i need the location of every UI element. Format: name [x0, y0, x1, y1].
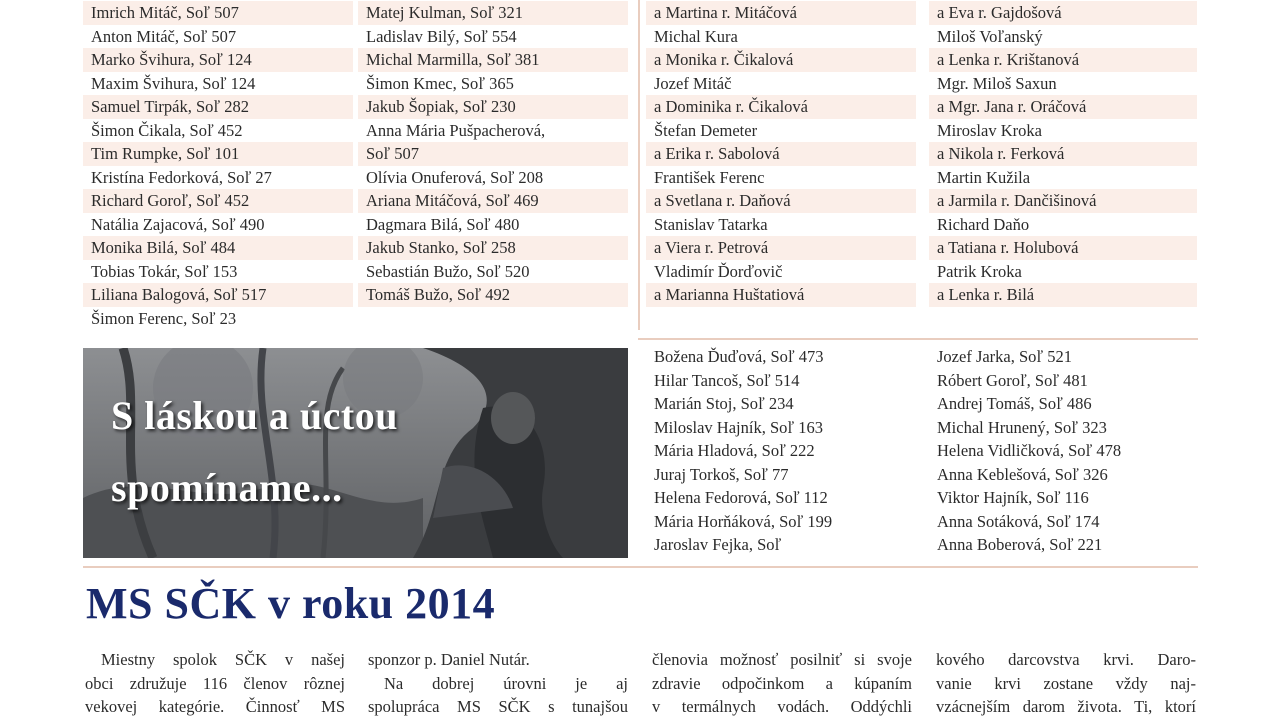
list-item: Matej Kulman, Soľ 321 [358, 1, 628, 25]
list-item: Juraj Torkoš, Soľ 77 [654, 464, 789, 484]
list-item: Samuel Tirpák, Soľ 282 [83, 95, 353, 119]
article-line: v termálnych vodách. Oddýchli [652, 697, 912, 716]
list-item: Andrej Tomáš, Soľ 486 [937, 394, 1092, 413]
list-item: Marián Stoj, Soľ 234 [654, 394, 794, 413]
list-column-2 [358, 1, 628, 330]
list-item: Šimon Kmec, Soľ 365 [366, 73, 514, 93]
list-item [358, 307, 628, 331]
article-line: zdravie odpočinkom a kúpaním [652, 673, 912, 693]
article-column-2 [368, 648, 628, 719]
list-item: Helena Fedorová, Soľ 112 [654, 488, 828, 507]
list-item: Marko Švihura, Soľ 124 [83, 48, 353, 72]
section-divider-top [638, 338, 1198, 340]
article-line: Miestny spolok SČK v našej [101, 650, 345, 669]
list-item: Sebastián Bužo, Soľ 520 [366, 261, 530, 281]
list-item: Anna Mária Pušpacherová, [366, 120, 546, 140]
list-item: Jakub Šopiak, Soľ 230 [358, 95, 628, 119]
article-line: sponzor p. Daniel Nutár. [368, 650, 530, 669]
list-item: Hilar Tancoš, Soľ 514 [654, 370, 800, 390]
list-item: a Lenka r. Krištanová [929, 48, 1197, 72]
list-item: Patrik Kroka [937, 261, 1022, 281]
article-column-3 [652, 648, 912, 719]
list-item: Jozef Mitáč [654, 73, 732, 93]
article-line: vekovej kategórie. Činnosť MS [85, 697, 345, 716]
column-divider [638, 0, 640, 330]
list-item: Liliana Balogová, Soľ 517 [83, 283, 353, 307]
list-item: Anton Mitáč, Soľ 507 [91, 26, 237, 46]
list-item: Anna Keblešová, Soľ 326 [937, 464, 1108, 484]
list-item: Jaroslav Fejka, Soľ [654, 535, 782, 554]
article-column-1 [85, 648, 345, 719]
list-item: Helena Vidličková, Soľ 478 [937, 441, 1122, 460]
list-item: Soľ 507 [358, 142, 628, 166]
list-column-1 [83, 1, 353, 330]
article-headline: MS SČK v roku 2014 [86, 579, 496, 628]
list-column-4 [929, 1, 1197, 307]
list-item: a Jarmila r. Dančišinová [929, 189, 1197, 213]
list-item: Jakub Stanko, Soľ 258 [358, 236, 628, 260]
list-item: a Martina r. Mitáčová [646, 1, 916, 25]
list-item: Richard Daňo [937, 214, 1030, 234]
list-item: Miloš Voľanský [937, 26, 1043, 46]
list-item: Šimon Čikala, Soľ 452 [91, 120, 243, 140]
list-item: Ariana Mitáčová, Soľ 469 [358, 189, 628, 213]
list-item: Monika Bilá, Soľ 484 [83, 236, 353, 260]
article-line: kového darcovstva krvi. Daro- [936, 650, 1196, 669]
article-line: Na dobrej úrovni je aj [384, 673, 628, 693]
list-item: Kristína Fedorková, Soľ 27 [91, 167, 272, 187]
list-column-3 [646, 1, 916, 307]
list-item: Tomáš Bužo, Soľ 492 [358, 283, 628, 307]
article-line: členovia možnosť posilniť si svoje [652, 650, 912, 669]
photo-caption-line-2: spomíname... [111, 465, 343, 510]
list-item: František Ferenc [654, 167, 765, 187]
list-item: Richard Goroľ, Soľ 452 [83, 189, 353, 213]
list-item: Natália Zajacová, Soľ 490 [91, 214, 265, 234]
list-item: a Dominika r. Čikalová [646, 95, 916, 119]
list-item: a Eva r. Gajdošová [929, 1, 1197, 25]
list-item: Tim Rumpke, Soľ 101 [83, 142, 353, 166]
list-item: a Marianna Huštatiová [646, 283, 916, 307]
list-item: Božena Ďuďová, Soľ 473 [654, 347, 824, 366]
photo-caption-line-1: S láskou a úctou [111, 393, 398, 438]
list-item: Imrich Mitáč, Soľ 507 [83, 1, 353, 25]
list-item: Dagmara Bilá, Soľ 480 [366, 214, 520, 234]
list-item: Jozef Jarka, Soľ 521 [937, 347, 1073, 366]
list-item: Ladislav Bilý, Soľ 554 [366, 26, 517, 46]
list-item: Štefan Demeter [654, 120, 758, 140]
list-item: Martin Kužila [937, 167, 1031, 187]
list-item: Tobias Tokár, Soľ 153 [91, 261, 238, 281]
list-item: Anna Boberová, Soľ 221 [937, 535, 1103, 554]
list-item: Vladimír Ďorďovič [654, 261, 783, 281]
list-item: Miloslav Hajník, Soľ 163 [654, 417, 823, 437]
list-item: Michal Marmilla, Soľ 381 [358, 48, 628, 72]
list-item: a Viera r. Petrová [646, 236, 916, 260]
list-item: Anna Sotáková, Soľ 174 [937, 511, 1100, 531]
memorial-photo-image [83, 348, 628, 558]
list-item: a Svetlana r. Daňová [646, 189, 916, 213]
list-item: Miroslav Kroka [937, 120, 1042, 140]
list-item: Róbert Goroľ, Soľ 481 [937, 370, 1088, 390]
list-item: a Tatiana r. Holubová [929, 236, 1197, 260]
list-item: Mária Horňáková, Soľ 199 [654, 511, 833, 531]
memorial-column-2 [929, 345, 1197, 557]
list-item: Šimon Ferenc, Soľ 23 [91, 308, 237, 328]
list-item: a Monika r. Čikalová [646, 48, 916, 72]
memorial-column-1 [646, 345, 916, 557]
article-line: obci združuje 116 členov rôznej [85, 673, 345, 693]
list-item: a Nikola r. Ferková [929, 142, 1197, 166]
list-item: Mgr. Miloš Saxun [937, 73, 1057, 93]
section-divider-bottom [83, 566, 1198, 568]
list-item: Michal Hrunený, Soľ 323 [937, 417, 1107, 437]
list-item: Olívia Onuferová, Soľ 208 [366, 167, 544, 187]
list-item: Mária Hladová, Soľ 222 [654, 441, 815, 460]
list-item: Michal Kura [654, 26, 738, 46]
memorial-photo [83, 348, 628, 558]
list-item: Maxim Švihura, Soľ 124 [91, 73, 256, 93]
article-line: vzácnejším darom života. Ti, ktorí [936, 697, 1196, 716]
list-item: a Lenka r. Bilá [929, 283, 1197, 307]
list-item: Viktor Hajník, Soľ 116 [937, 488, 1089, 507]
article-column-4 [936, 648, 1196, 719]
list-item: Stanislav Tatarka [654, 214, 768, 234]
list-item: a Mgr. Jana r. Oráčová [929, 95, 1197, 119]
article-line: vanie krvi zostane vždy naj- [936, 673, 1196, 693]
article-line: spolupráca MS SČK s tunajšou [368, 697, 628, 716]
list-item: a Erika r. Sabolová [646, 142, 916, 166]
